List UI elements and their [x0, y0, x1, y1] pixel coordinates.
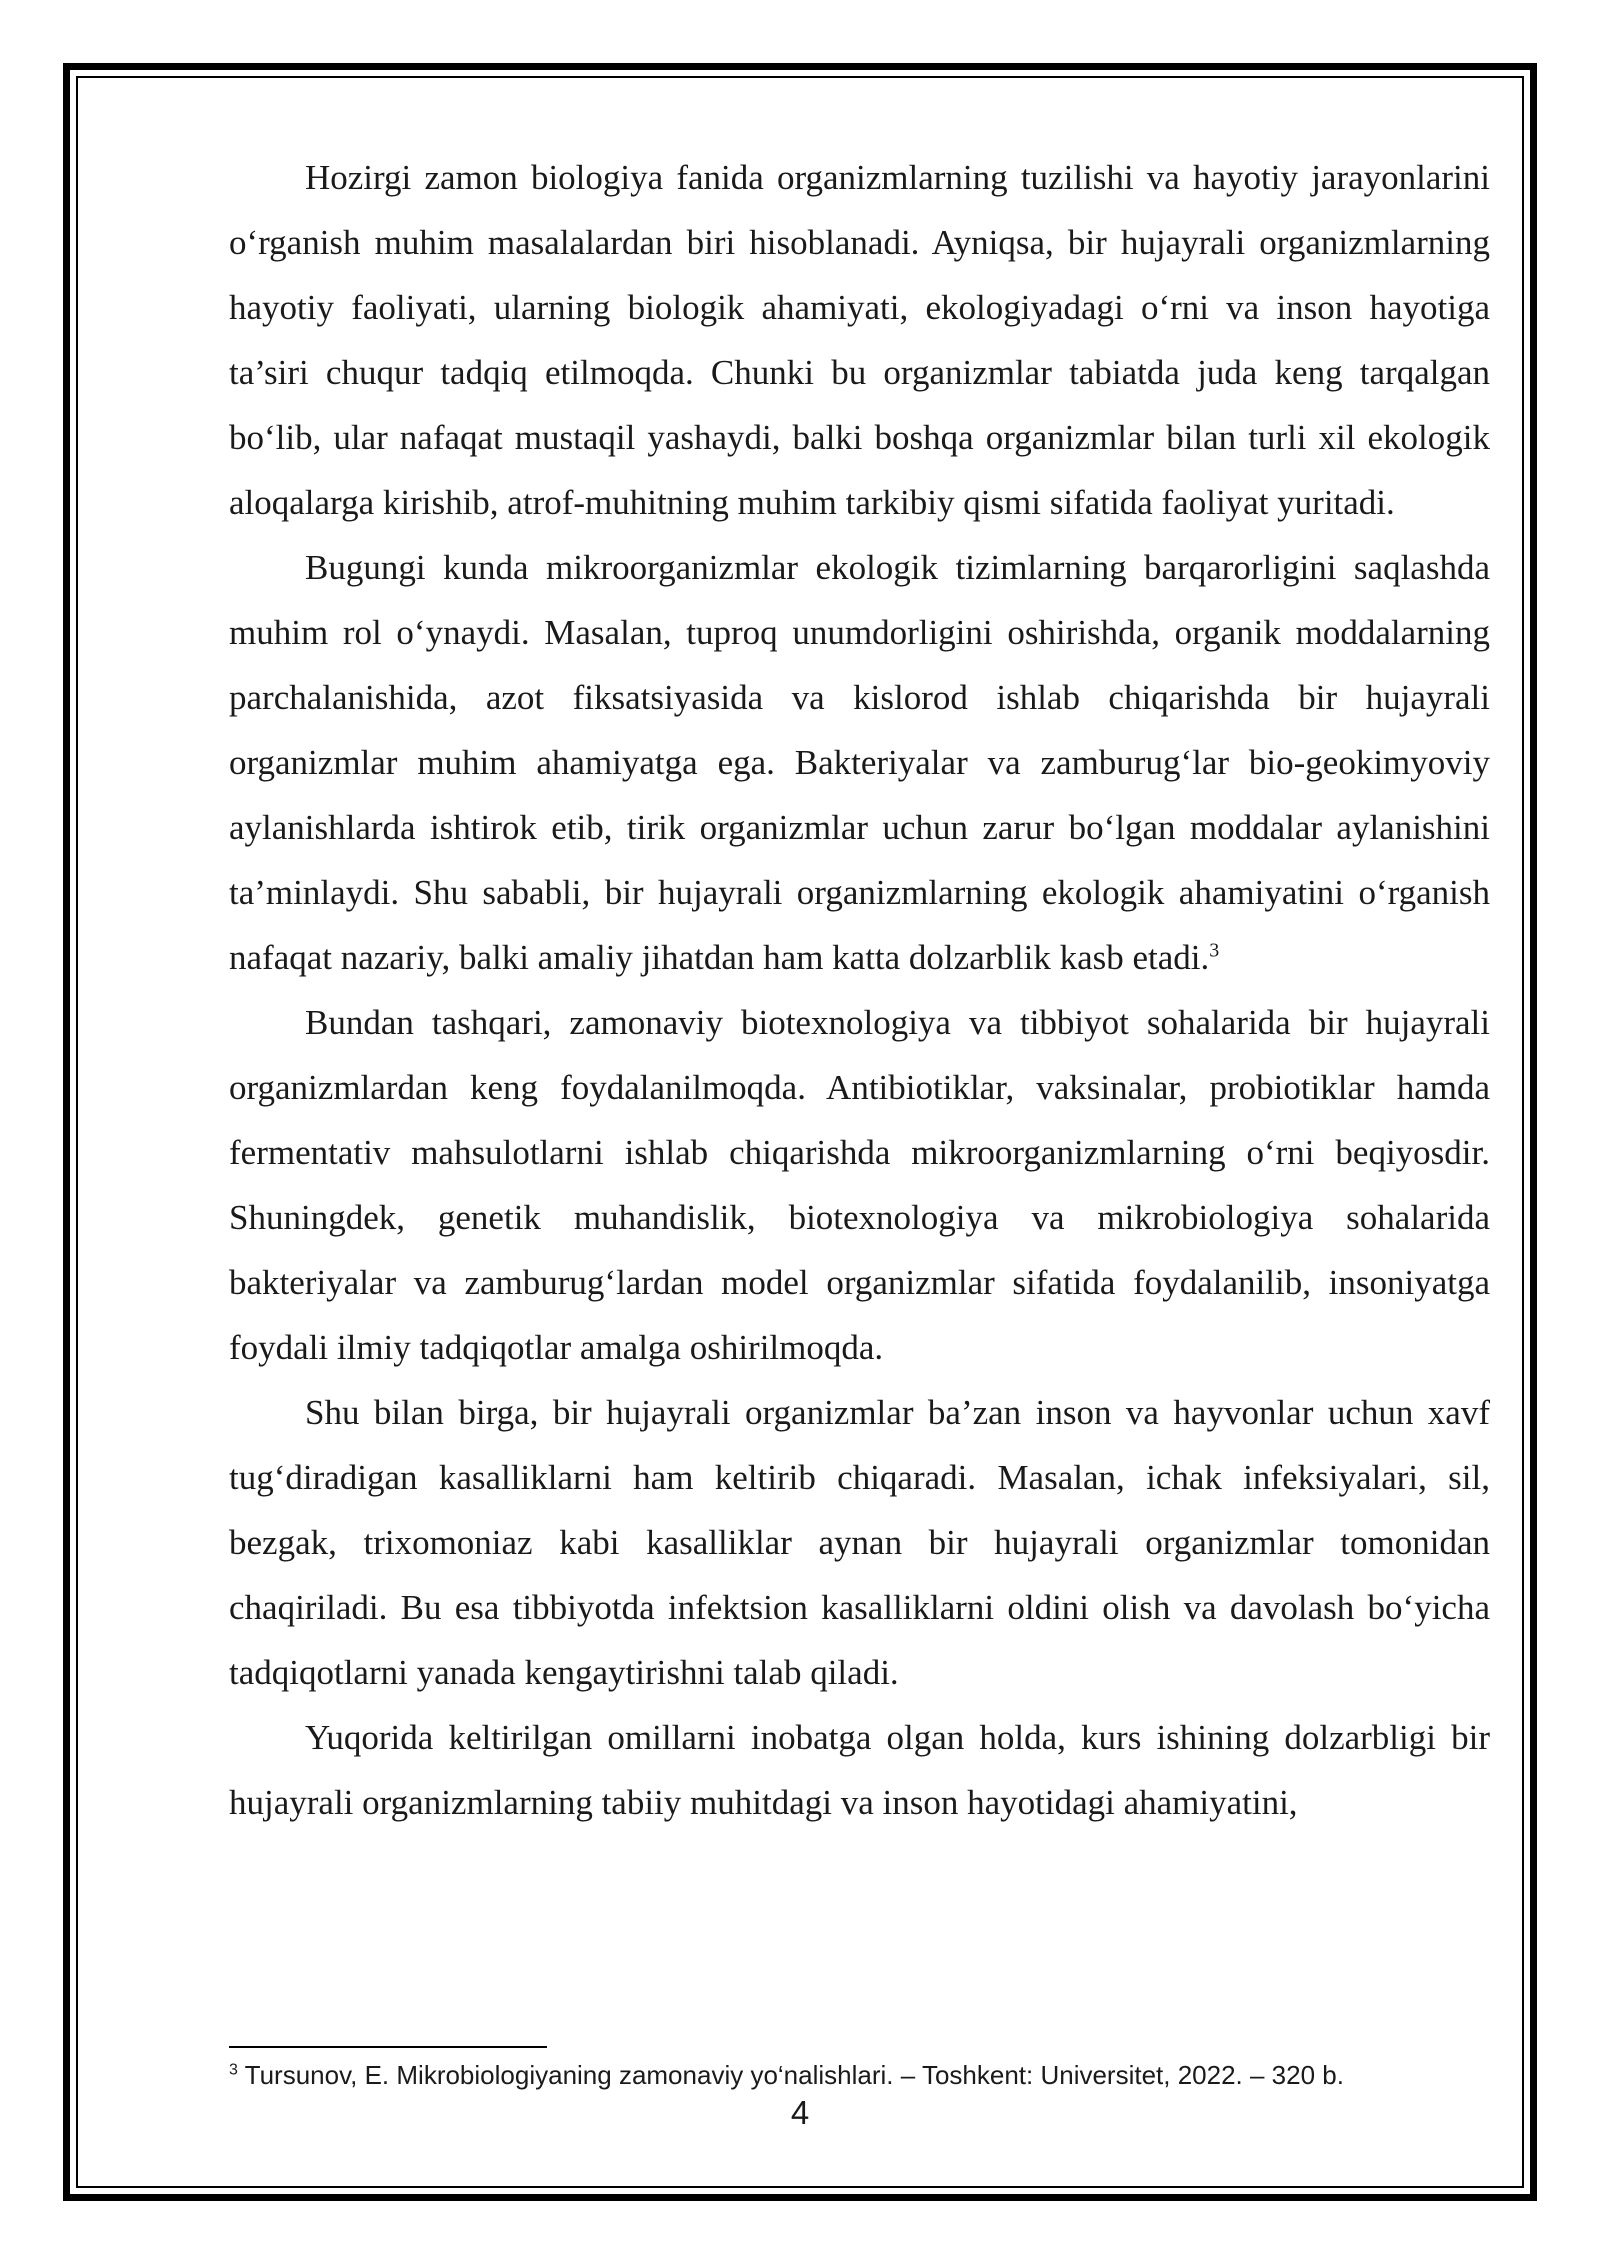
footnote-marker: 3: [229, 2061, 238, 2079]
footnote-text: Tursunov, E. Mikrobiologiyaning zamonaviy yo‘nalishlari. – Toshkent: Universitet, 2022. – 320 b.: [237, 2060, 1344, 2090]
footnote: [229, 2058, 1490, 2092]
page-number: 4: [790, 2094, 810, 2131]
paragraph-5: Yuqorida keltirilgan omillarni inobatga olgan holda, kurs ishining dolzarbligi bir hujayrali organizmlarning tabiiy muhitdagi va inson hayotidagi ahamiyatini,: [229, 1718, 1490, 1822]
body-text: [229, 145, 1490, 1835]
footnote-reference[interactable]: 3: [1209, 939, 1220, 962]
paragraph-1: Hozirgi zamon biologiya fanida organizmlarning tuzilishi va hayotiy jarayonlarini o‘rganish muhim masalalardan biri hisoblanadi. Ayniqsa, bir hujayrali organizmlarning hayotiy faoliyati, ularning biologik ahamiyati, ekologiyadagi o‘rni va inson hayotiga ta’siri chuqur tadqiq etilmoqda. Chunki bu organizmlar tabiatda juda keng tarqalgan bo‘lib, ular nafaqat mustaqil yashaydi, balki boshqa organizmlar bilan turli xil ekologik aloqalarga kirishib, atrof-muhitning muhim tarkibiy qismi sifatida faoliyat yuritadi.: [229, 158, 1490, 522]
paragraph-2: [229, 535, 1490, 990]
footnote-separator: [229, 2046, 547, 2048]
paragraph-4: Shu bilan birga, bir hujayrali organizmlar ba’zan inson va hayvonlar uchun xavf tug‘diradigan kasalliklarni ham keltirib chiqaradi. Masalan, ichak infeksiyalari, sil, bezgak, trixomoniaz kabi kasalliklar aynan bir hujayrali organizmlar tomonidan chaqiriladi. Bu esa tibbiyotda infektsion kasalliklarni oldini olish va davolash bo‘yicha tadqiqotlarni yanada kengaytirishni talab qiladi.: [229, 1393, 1490, 1692]
paragraph-3: Bundan tashqari, zamonaviy biotexnologiya va tibbiyot sohalarida bir hujayrali organizmlardan keng foydalanilmoqda. Antibiotiklar, vaksinalar, probiotiklar hamda fermentativ mahsulotlarni ishlab chiqarishda mikroorganizmlarning o‘rni beqiyosdir. Shuningdek, genetik muhandislik, biotexnologiya va mikrobiologiya sohalarida bakteriyalar va zamburug‘lardan model organizmlar sifatida foydalanilib, insoniyatga foydali ilmiy tadqiqotlar amalga oshirilmoqda.: [229, 1003, 1490, 1367]
paragraph-2-text: Bugungi kunda mikroorganizmlar ekologik tizimlarning barqarorligini saqlashda muhim rol o‘ynaydi. Masalan, tuproq unumdorligini oshirishda, organik moddalarning parchalanishida, azot fiksatsiyasida va kislorod ishlab chiqarishda bir hujayrali organizmlar muhim ahamiyatga ega. Bakteriyalar va zamburug‘lar bio-geokimyoviy aylanishlarda ishtirok etib, tirik organizmlar uchun zarur bo‘lgan moddalar aylanishini ta’minlaydi. Shu sababli, bir hujayrali organizmlarning ekologik ahamiyatini o‘rganish nafaqat nazariy, balki amaliy jihatdan ham katta dolzarblik kasb etadi.: [229, 548, 1490, 977]
